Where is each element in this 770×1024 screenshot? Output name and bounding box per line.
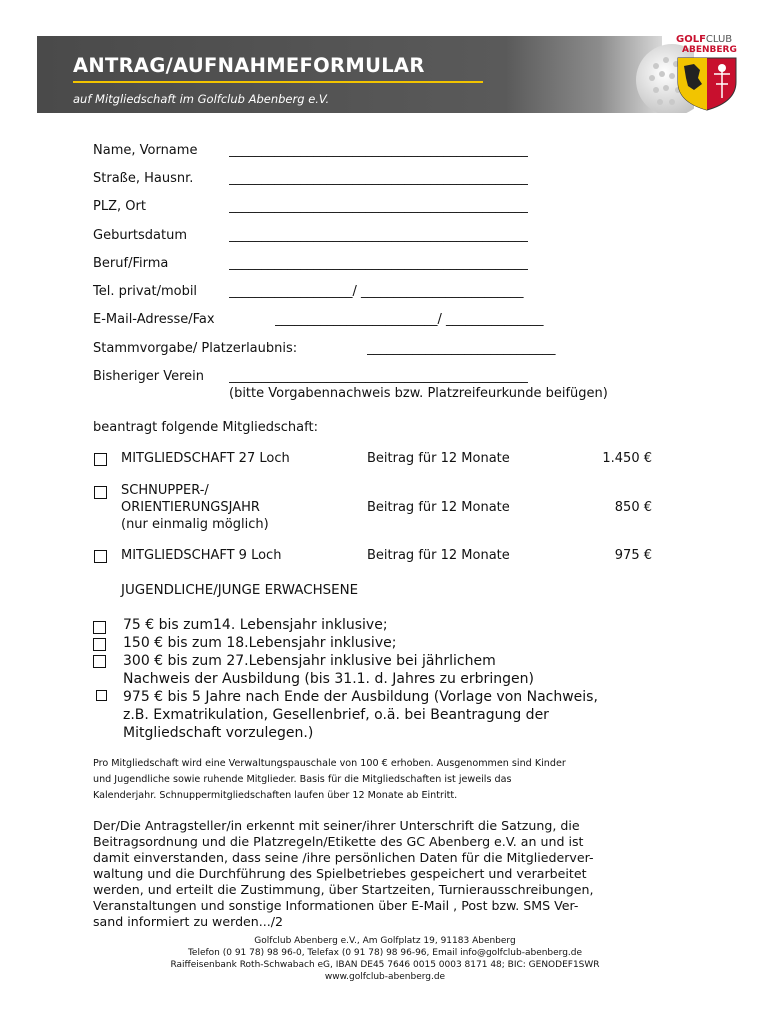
youth-line: 300 € bis zum 27.Lebensjahr inklusive bei jährlichem	[123, 653, 496, 669]
field-label-handicap: Stammvorgabe/ Platzerlaubnis:	[93, 341, 298, 356]
fineprint-line: Kalenderjahr. Schnuppermitgliedschaften laufen über 12 Monate ab Eintritt.	[93, 790, 458, 801]
footer-address: Golfclub Abenberg e.V., Am Golfplatz 19, 91183 Abenberg	[254, 936, 516, 946]
field-input-email[interactable]: _________________________/ _______________	[275, 312, 544, 327]
footer-website-link[interactable]: www.golfclub-abenberg.de	[324, 972, 446, 982]
membership-price: 1.450 €	[602, 451, 652, 466]
youth-line: 975 € bis 5 Jahre nach Ende der Ausbildung (Vorlage von Nachweis,	[123, 689, 598, 705]
fineprint-line: Pro Mitgliedschaft wird eine Verwaltungspauschale von 100 € erhoben. Ausgenommen sind Kinder	[93, 758, 566, 769]
youth-after-training-checkbox[interactable]	[96, 690, 107, 701]
membership-name: ORIENTIERUNGSJAHR	[121, 500, 260, 515]
field-input-name[interactable]: ______________________________________________	[229, 143, 528, 158]
declaration-line: damit einverstanden, dass seine /ihre persönlichen Daten für die Mitgliederver-	[93, 850, 594, 865]
field-input-phone[interactable]: ___________________/ _________________________	[229, 284, 524, 299]
youth-heading: JUGENDLICHE/JUNGE ERWACHSENE	[121, 583, 359, 598]
membership-price: 850 €	[614, 500, 652, 515]
field-label-phone: Tel. privat/mobil	[93, 284, 198, 299]
membership-price: 975 €	[614, 548, 652, 563]
youth-line: z.B. Exmatrikulation, Gesellenbrief, o.ä. bei Beantragung der	[123, 707, 549, 723]
footer-contact: Telefon (0 91 78) 98 96-0, Telefax (0 91 78) 98 96-96, Email info@golfclub-abenberg.de	[187, 948, 583, 958]
membership-name: SCHNUPPER-/	[121, 483, 209, 498]
youth-line: 150 € bis zum 18.Lebensjahr inklusive;	[123, 635, 397, 651]
club-note: (bitte Vorgabennachweis bzw. Platzreifeurkunde beifügen)	[229, 386, 608, 401]
field-input-handicap[interactable]: _____________________________	[367, 341, 556, 356]
declaration-line: Beitragsordnung und die Platzregeln/Etikette des GC Abenberg e.V. an und ist	[93, 834, 584, 849]
page-title: ANTRAG/AUFNAHMEFORMULAR	[73, 54, 425, 77]
header-banner	[37, 36, 662, 113]
coat-of-arms-icon	[672, 32, 742, 112]
field-input-job[interactable]: ______________________________________________	[229, 256, 528, 271]
membership-term: Beitrag für 12 Monate	[367, 451, 510, 466]
field-label-city: PLZ, Ort	[93, 199, 146, 214]
field-label-street: Straße, Hausnr.	[93, 171, 194, 186]
membership-name: (nur einmalig möglich)	[121, 517, 269, 532]
field-label-name: Name, Vorname	[93, 143, 198, 158]
field-input-birthdate[interactable]: ______________________________________________	[229, 228, 528, 243]
membership-27-checkbox[interactable]	[94, 453, 107, 466]
field-label-birthdate: Geburtsdatum	[93, 228, 187, 243]
membership-name: MITGLIEDSCHAFT 9 Loch	[121, 548, 282, 563]
title-underline	[73, 81, 483, 83]
declaration-line: Veranstaltungen und sonstige Informationen über E-Mail , Post bzw. SMS Ver-	[93, 898, 579, 913]
declaration-line: waltung und die Durchführung des Spielbetriebes gespeichert und verarbeitet	[93, 866, 587, 881]
membership-9-checkbox[interactable]	[94, 550, 107, 563]
declaration-line: Der/Die Antragsteller/in erkennt mit seiner/ihrer Unterschrift die Satzung, die	[93, 818, 580, 833]
youth-line: 75 € bis zum14. Lebensjahr inklusive;	[123, 617, 388, 633]
field-label-job: Beruf/Firma	[93, 256, 169, 271]
membership-intro: beantragt folgende Mitgliedschaft:	[93, 420, 318, 435]
fineprint-line: und Jugendliche sowie ruhende Mitglieder. Basis für die Mitgliedschaften ist jeweils das	[93, 774, 512, 785]
declaration-line: werden, und erteilt die Zustimmung, über Startzeiten, Turnierausschreibungen,	[93, 882, 594, 897]
youth-27-checkbox[interactable]	[93, 655, 106, 668]
field-input-city[interactable]: ______________________________________________	[229, 199, 528, 214]
membership-name: MITGLIEDSCHAFT 27 Loch	[121, 451, 290, 466]
membership-term: Beitrag für 12 Monate	[367, 500, 510, 515]
club-logo: GOLFCLUB ABENBERG	[672, 32, 742, 112]
field-input-club[interactable]: ______________________________________________	[229, 369, 528, 384]
youth-14-checkbox[interactable]	[93, 621, 106, 634]
field-input-street[interactable]: ______________________________________________	[229, 171, 528, 186]
page-subtitle: auf Mitgliedschaft im Golfclub Abenberg e.V.	[73, 92, 330, 106]
youth-18-checkbox[interactable]	[93, 638, 106, 651]
field-label-email: E-Mail-Adresse/Fax	[93, 312, 215, 327]
youth-line: Mitgliedschaft vorzulegen.)	[123, 725, 314, 741]
youth-line: Nachweis der Ausbildung (bis 31.1. d. Jahres zu erbringen)	[123, 671, 534, 687]
membership-trial-checkbox[interactable]	[94, 486, 107, 499]
footer-bank: Raiffeisenbank Roth-Schwabach eG, IBAN DE45 7646 0015 0003 8171 48; BIC: GENODEF1SWR	[170, 960, 600, 970]
declaration-line: sand informiert zu werden.../2	[93, 914, 284, 929]
membership-term: Beitrag für 12 Monate	[367, 548, 510, 563]
field-label-club: Bisheriger Verein	[93, 369, 205, 384]
